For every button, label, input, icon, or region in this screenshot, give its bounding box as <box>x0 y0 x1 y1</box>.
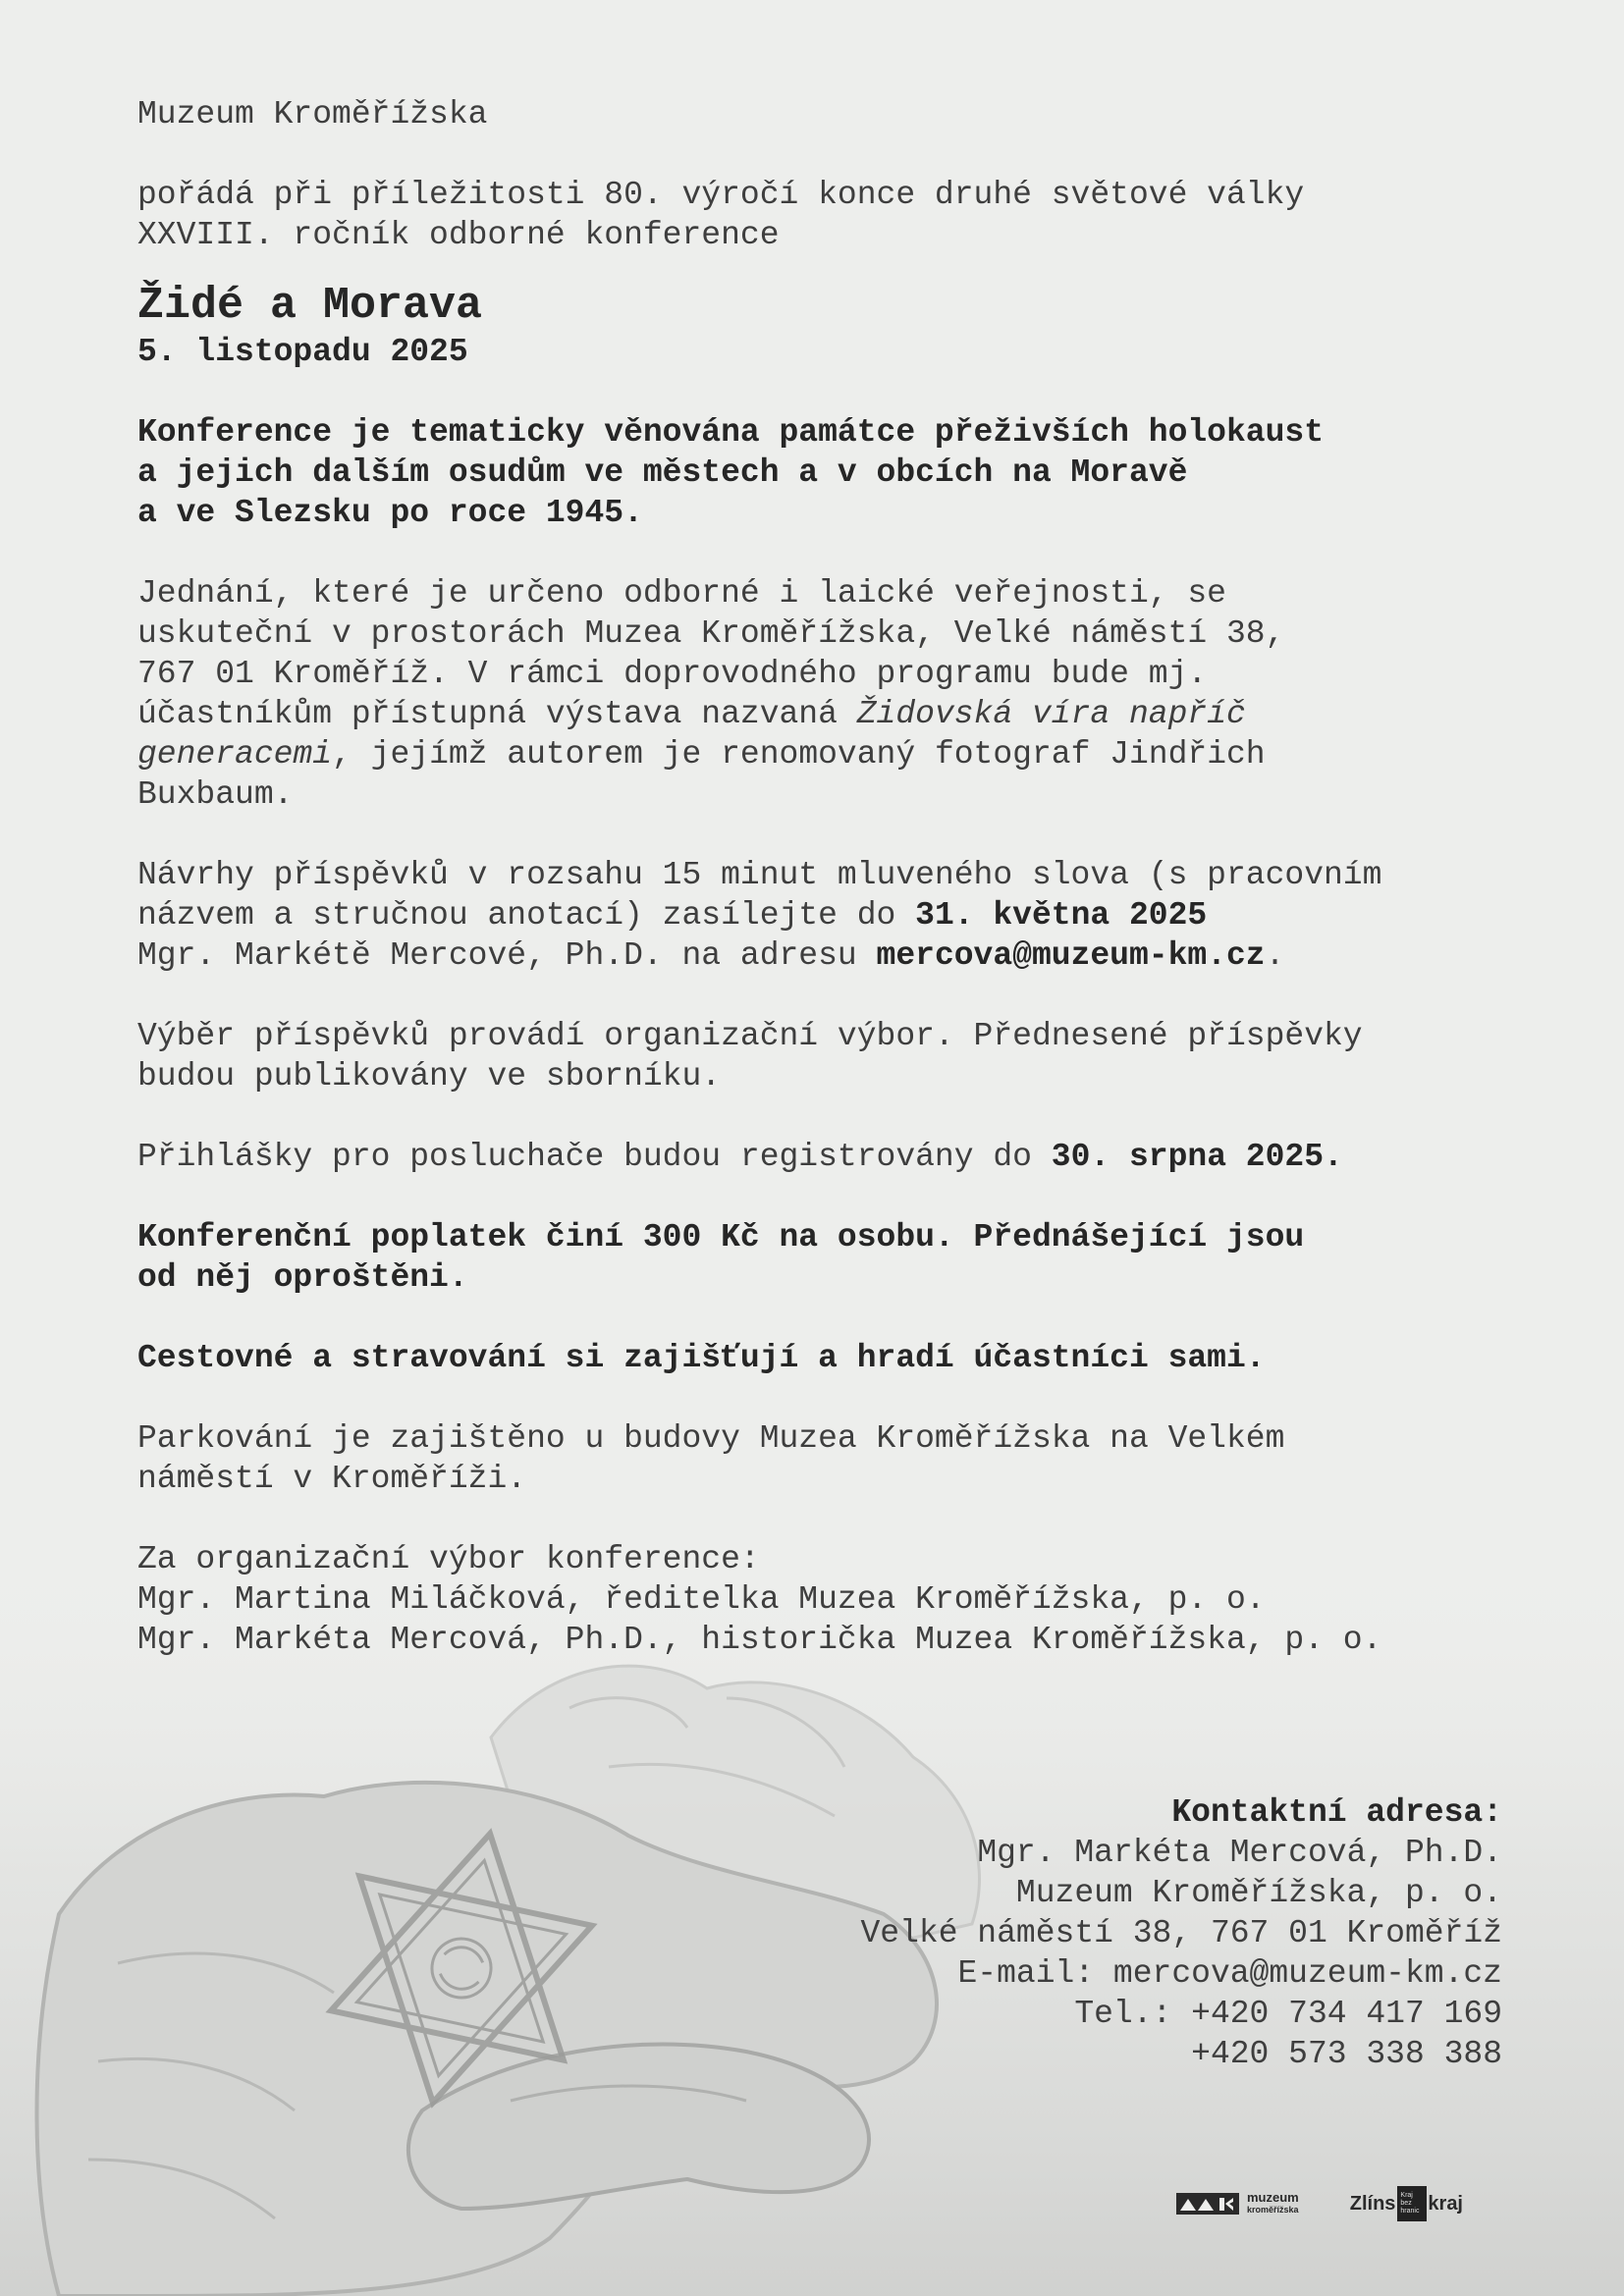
museum-logo-line-1: muzeum <box>1247 2190 1299 2205</box>
contact-institution: Muzeum Kroměřížska, p. o. <box>1015 1875 1502 1911</box>
zlin-logo-right: kraj <box>1428 2192 1463 2215</box>
travel-text: Cestovné a stravování si zajišťují a hradí účastníci sami. <box>137 1340 1266 1376</box>
venue-text-end: , jejímž autorem je renomovaný fotograf Jindřich Buxbaum. <box>137 736 1266 813</box>
proposals-text-end: . <box>1265 937 1285 974</box>
proposals-email: mercova@muzeum-km.cz <box>876 937 1266 974</box>
museum-logo <box>1176 2192 1299 2216</box>
registration-deadline: 30. srpna 2025 <box>1051 1139 1325 1175</box>
registration-end: . <box>1324 1139 1343 1175</box>
theme-text: Konference je tematicky věnována památce přeživších holokaust a jejich dalším osudům ve městech a v obcích na Moravě a ve Slezsku po roce 1945. <box>137 414 1324 531</box>
contact-heading: Kontaktní adresa: <box>1171 1794 1502 1831</box>
museum-logo-icon <box>1176 2193 1239 2215</box>
proposals-deadline: 31. května 2025 <box>915 897 1208 934</box>
selection-text: Výběr příspěvků provádí organizační výbor. Přednesené příspěvky budou publikovány ve sborníku. <box>137 1018 1363 1095</box>
zlin-logo-box: Kraj bez hranic <box>1397 2186 1427 2221</box>
committee-member-1: Mgr. Martina Miláčková, ředitelka Muzea Kroměřížska, p. o. <box>137 1581 1266 1618</box>
museum-logo-text <box>1247 2192 1299 2216</box>
committee-heading: Za organizační výbor konference: <box>137 1541 760 1577</box>
registration-text-start: Přihlášky pro posluchače budou registrovány do <box>137 1139 1052 1175</box>
footer-logos <box>1176 2186 1463 2221</box>
zlin-region-logo <box>1350 2186 1463 2221</box>
museum-logo-line-2: kroměřížska <box>1247 2205 1299 2215</box>
intro-text: pořádá při příležitosti 80. výročí konce druhé světové války XXVIII. ročník odborné konference <box>137 177 1305 253</box>
fee-text: Konferenční poplatek činí 300 Kč na osobu. Přednášející jsou od něj oproštěni. <box>137 1219 1305 1296</box>
contact-address <box>860 1792 1502 2074</box>
organizer-name: Muzeum Kroměřížska <box>137 96 488 133</box>
contact-phone-1: Tel.: +420 734 417 169 <box>1074 1996 1502 2032</box>
conference-title: Židé a Morava <box>137 281 483 331</box>
contact-address-line: Velké náměstí 38, 767 01 Kroměříž <box>860 1915 1502 1951</box>
contact-phone-2: +420 573 338 388 <box>1191 2036 1502 2072</box>
venue-text <box>137 573 1512 815</box>
contact-name: Mgr. Markéta Mercová, Ph.D. <box>977 1835 1502 1871</box>
proposals-text <box>137 855 1512 976</box>
contact-email: E-mail: mercova@muzeum-km.cz <box>957 1955 1502 1992</box>
zlin-logo-left: Zlíns <box>1349 2192 1396 2215</box>
proposals-text-start: Návrhy příspěvků v rozsahu 15 minut mluveného slova (s pracovním názvem a stručnou anotací) zasílejte do <box>137 857 1382 934</box>
committee-member-2: Mgr. Markéta Mercová, Ph.D., historička Muzea Kroměřížska, p. o. <box>137 1622 1382 1658</box>
registration-text <box>137 1137 1512 1177</box>
parking-text: Parkování je zajištěno u budovy Muzea Kroměřížska na Velkém náměstí v Kroměříži. <box>137 1420 1285 1497</box>
exhibition-title: Židovská víra napříč generacemi <box>137 696 1246 773</box>
proposals-recipient: Mgr. Markétě Mercové, Ph.D. na adresu <box>137 937 857 974</box>
venue-text-start: Jednání, které je určeno odborné i laické veřejnosti, se uskuteční v prostorách Muzea Kroměřížska, Velké náměstí 38, 767 01 Kroměříž. V rámci doprovodného programu bude mj. účastníkům přístupná výstava nazvaná <box>137 575 1285 732</box>
main-content <box>137 94 1512 1660</box>
conference-date: 5. listopadu 2025 <box>137 334 468 370</box>
